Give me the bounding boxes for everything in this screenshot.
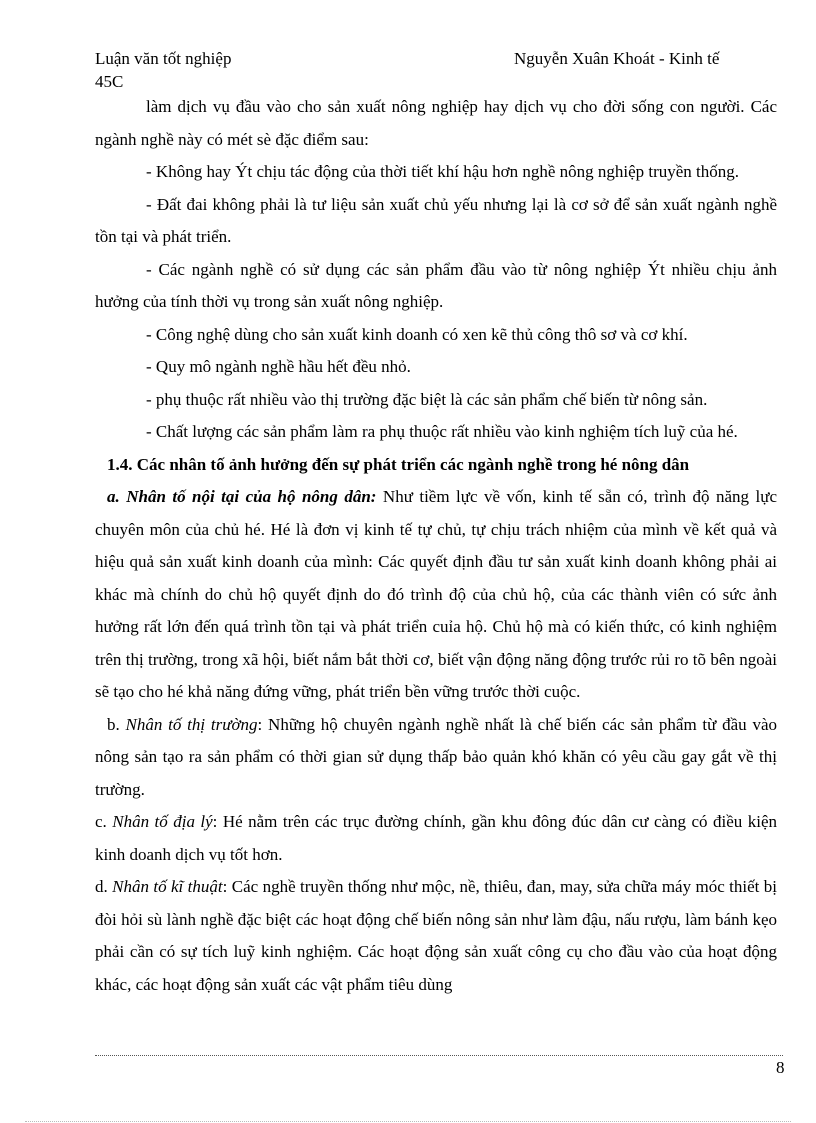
page-number: 8 xyxy=(776,1058,785,1077)
market-factor-prefix: b. xyxy=(107,714,126,734)
page-bottom-divider xyxy=(25,1121,791,1122)
bullet-technology: - Công nghệ dùng cho sản xuất kinh doanh có xen kẽ thủ công thô sơ và cơ khí. xyxy=(146,324,688,344)
paragraph-technical-factor xyxy=(95,871,777,1001)
section-heading: 1.4. Các nhân tố ảnh hưởng đến sự phát triển các ngành nghề trong hé nông dân xyxy=(107,454,690,474)
technical-factor-prefix: d. xyxy=(95,877,113,896)
technical-factor-text: : Các nghề truyền thống như mộc, nề, thiêu, đan, may, sửa chữa máy móc thiết bị đòi hỏi sù lành nghề đặc biệt các hoạt động chế biến nông sản như làm đậu, nấu rượu, làm bánh kẹo phải cần có sự tích luỹ kinh nghiệm. Các hoạt động sản xuất công cụ cho đầu vào của hoạt động khác, các hoạt động sản xuất các vật phẩm tiêu dùng xyxy=(95,877,778,994)
body-text xyxy=(95,91,777,1001)
bullet-quality: - Chất lượng các sản phẩm làm ra phụ thuộc rất nhiều vào kinh nghiệm tích luỹ của hé. xyxy=(146,422,738,441)
internal-factor-text: Như tiềm lực về vốn, kinh tế sẵn có, trình độ năng lực chuyên môn của chủ hé. Hé là đơn vị kinh tế tự chủ, tự chịu trách nhiệm của mình về kết quả và hiệu quả sản xuất kinh doanh của mình: Các quyết định đầu tư sản xuất kinh doanh không phải ai khác mà chính do chủ hộ quyết định do đó trình độ của chủ hộ, của các thành viên có sức ảnh hưởng rất lớn đến quá trình tồn tại và phát triển cuỉa hộ. Chủ hộ mà có kiến thức, có kinh nghiệm trên thị trường, trong xã hội, biết nắm bắt thời cơ, biết vận động năng động trước rủi ro tõ bên ngoài sẽ tạo cho hé khả năng đứng vững, phát triển bền vững trước thời cuộc. xyxy=(95,487,777,701)
market-factor-label: Nhân tố thị trường xyxy=(125,714,258,734)
geographic-factor-text: : Hé nằm trên các trục đường chính, gần khu đông đúc dân cư càng có điều kiện kinh doanh dịch vụ tốt hơn. xyxy=(95,812,777,864)
technical-factor-label: Nhân tố kĩ thuật xyxy=(112,877,223,896)
geographic-factor-prefix: c. xyxy=(95,812,113,831)
paragraph-intro: làm dịch vụ đầu vào cho sản xuất nông nghiệp hay dịch vụ cho đời sống con người. Các ngành nghề này có mét sè đặc điểm sau: xyxy=(95,97,777,149)
paragraph-geographic-factor xyxy=(95,806,777,871)
bullet-scale: - Quy mô ngành nghề hầu hết đều nhỏ. xyxy=(146,357,411,376)
paragraph-internal-factor xyxy=(95,481,777,709)
header-thesis-title: Luận văn tốt nghiệp xyxy=(95,49,232,68)
bullet-seasonality: - Các ngành nghề có sử dụng các sản phẩm đầu vào từ nông nghiệp Ýt nhiều chịu ảnh hưởng của tính thời vụ trong sản xuất nông nghiệp. xyxy=(95,259,777,311)
internal-factor-label: a. Nhân tố nội tại của hộ nông dân: xyxy=(107,487,377,506)
paragraph-market-factor xyxy=(95,709,777,807)
header-author: Nguyễn Xuân Khoát - Kinh tế xyxy=(514,49,720,68)
footer-divider xyxy=(95,1055,783,1056)
bullet-weather: - Không hay Ýt chịu tác động của thời tiết khí hậu hơn nghề nông nghiệp truyền thống. xyxy=(146,162,740,181)
bullet-land: - Đất đai không phải là tư liệu sản xuất chủ yếu nhưng lại là cơ sở để sản xuất ngành nghề tồn tại và phát triển. xyxy=(95,194,777,246)
geographic-factor-label: Nhân tố địa lý xyxy=(112,812,213,831)
bullet-market-dependence: - phụ thuộc rất nhiều vào thị trường đặc biệt là các sản phẩm chế biến từ nông sản. xyxy=(146,389,708,409)
header-class: 45C xyxy=(95,72,124,91)
market-factor-text: : Những hộ chuyên ngành nghề nhất là chế biến các sản phẩm từ đầu vào nông sản tạo ra sản phẩm có thời gian sử dụng thấp bảo quản khó khăn có yêu cầu gay gắt về thị trường. xyxy=(95,714,778,799)
